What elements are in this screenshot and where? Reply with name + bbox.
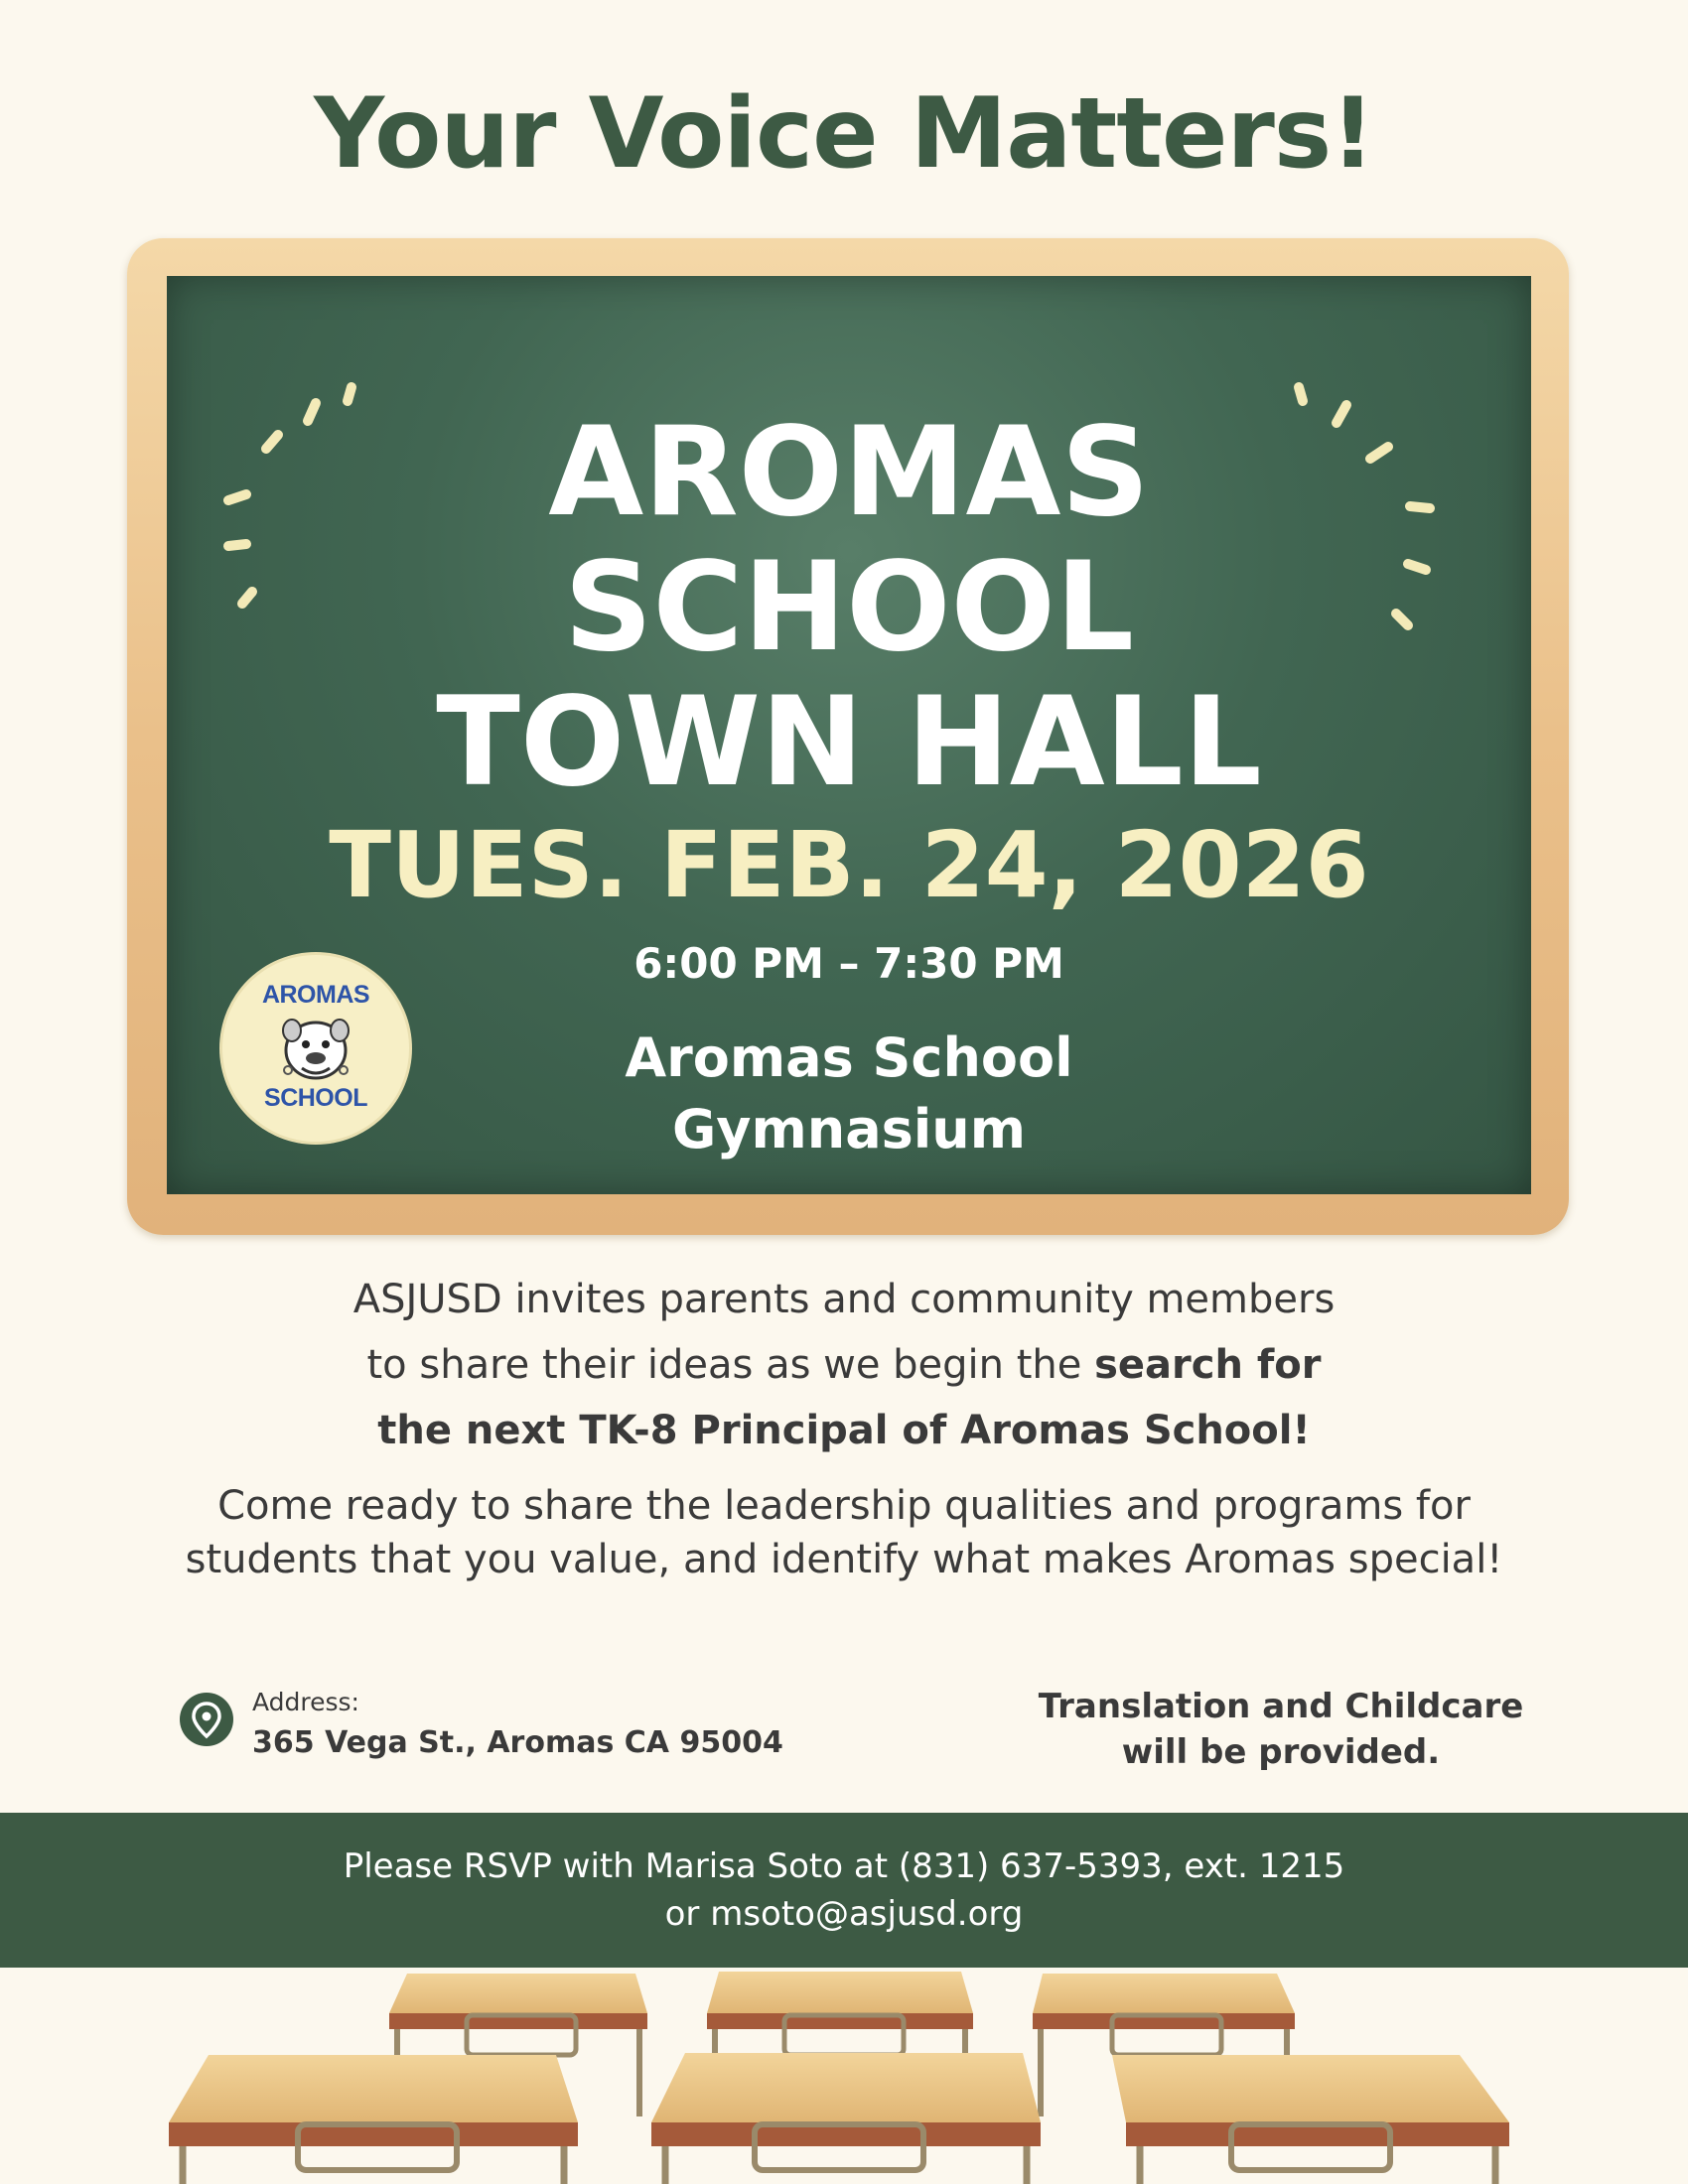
- address-value: 365 Vega St., Aromas CA 95004: [252, 1725, 783, 1760]
- location-pin-icon: [179, 1690, 234, 1753]
- event-title-line: TOWN HALL: [436, 671, 1262, 814]
- school-desks-illustration: [0, 1968, 1688, 2184]
- event-title-line: AROMAS: [548, 401, 1150, 544]
- invitation-text: [0, 1267, 1688, 1463]
- school-logo: [222, 955, 409, 1142]
- invitation-line: [0, 1332, 1688, 1398]
- event-title: [167, 401, 1531, 814]
- services-line: Translation and Childcare: [1038, 1687, 1524, 1726]
- event-date: TUES. FEB. 24, 2026: [329, 812, 1369, 918]
- chalkboard-frame: [127, 238, 1569, 1235]
- logo-top-text: AROMAS: [261, 981, 370, 1009]
- details-text: Come ready to share the leadership qualities and programs for students that you value, and identify what makes Aromas special!: [185, 1483, 1503, 1582]
- event-venue-line: Gymnasium: [671, 1098, 1027, 1160]
- event-title-line: SCHOOL: [564, 536, 1134, 679]
- headline: Your Voice Matters!: [314, 77, 1374, 191]
- invitation-plain: to share their ideas as we begin the: [366, 1342, 1095, 1388]
- invitation-emphasis: the next TK-8 Principal of Aromas School!: [377, 1408, 1311, 1453]
- services-line: will be provided.: [1121, 1732, 1441, 1772]
- event-time: 6:00 PM – 7:30 PM: [633, 939, 1064, 988]
- rsvp-text: [0, 1843, 1688, 1938]
- services-note: [1003, 1684, 1559, 1775]
- rsvp-line: Please RSVP with Marisa Soto at (831) 637-5393, ext. 1215: [343, 1846, 1345, 1886]
- logo-bottom-text: SCHOOL: [264, 1084, 367, 1112]
- address-label: Address:: [252, 1688, 359, 1716]
- event-venue-line: Aromas School: [625, 1026, 1073, 1089]
- desk: [651, 2053, 1041, 2184]
- bulldog-mascot-icon: [274, 1013, 357, 1084]
- rsvp-banner: [0, 1813, 1688, 1968]
- desk: [169, 2055, 578, 2184]
- invitation-line: ASJUSD invites parents and community members: [352, 1277, 1336, 1322]
- desk: [1112, 2055, 1509, 2184]
- chalkboard: [167, 276, 1531, 1194]
- invitation-emphasis: search for: [1094, 1342, 1322, 1388]
- invitation-line: [0, 1398, 1688, 1463]
- rsvp-line: or msoto@asjusd.org: [664, 1894, 1024, 1934]
